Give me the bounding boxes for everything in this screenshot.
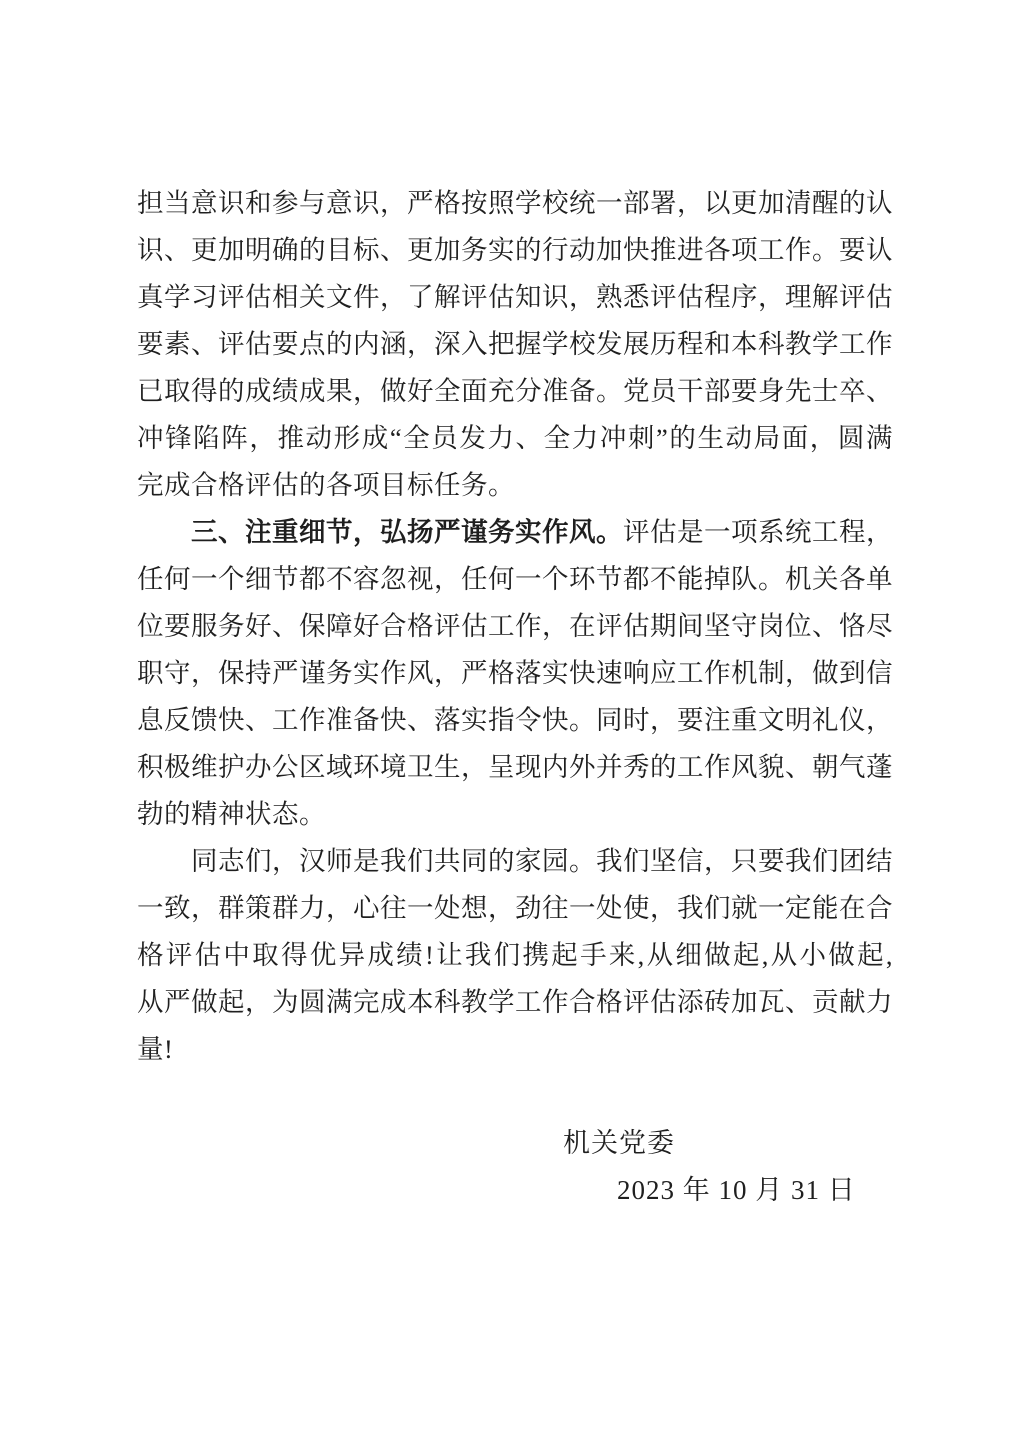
- text-segment: 识、更加明确的目标、更加务实的行动加快推进各项工作。要认: [137, 235, 893, 265]
- text-line: [137, 979, 893, 1026]
- text-segment: 完成合格评估的各项目标任务。: [137, 470, 515, 500]
- blank-line: [137, 1073, 893, 1120]
- text-line: [137, 697, 893, 744]
- text-line: [137, 368, 893, 415]
- text-segment: 积极维护办公区域环境卫生，呈现内外并秀的工作风貌、朝气蓬: [137, 752, 893, 782]
- signature-date: 2023 年 10 月 31 日: [617, 1175, 856, 1205]
- text-line: [137, 462, 893, 509]
- paragraph: [137, 509, 893, 838]
- text-line: [137, 603, 893, 650]
- text-segment: 要素、评估要点的内涵，深入把握学校发展历程和本科教学工作: [137, 329, 893, 359]
- text-segment: 已取得的成绩成果，做好全面充分准备。党员干部要身先士卒、: [137, 376, 893, 406]
- text-segment: 任何一个细节都不容忽视，任何一个环节都不能掉队。机关各单: [137, 564, 893, 594]
- text-segment: 一致，群策群力，心往一处想，劲往一处使，我们就一定能在合: [137, 893, 893, 923]
- text-line: [137, 838, 893, 885]
- text-line: [137, 415, 893, 462]
- text-line: [137, 274, 893, 321]
- text-line: [137, 321, 893, 368]
- text-segment: 真学习评估相关文件，了解评估知识，熟悉评估程序，理解评估: [137, 282, 893, 312]
- text-line: [137, 885, 893, 932]
- text-line: [137, 556, 893, 603]
- section-heading-segment: 三、注重细节，弘扬严谨务实作风。: [191, 517, 623, 547]
- text-line: [137, 791, 893, 838]
- text-segment: 从严做起，为圆满完成本科教学工作合格评估添砖加瓦、贡献力: [137, 987, 893, 1017]
- text-line: [137, 1026, 893, 1073]
- text-segment: 担当意识和参与意识，严格按照学校统一部署，以更加清醒的认: [137, 188, 893, 218]
- text-line: [137, 744, 893, 791]
- text-line: [137, 180, 893, 227]
- paragraph: [137, 180, 893, 509]
- text-segment: 位要服务好、保障好合格评估工作，在评估期间坚守岗位、恪尽: [137, 611, 893, 641]
- document-body: [137, 180, 893, 1214]
- signature-org: 机关党委: [563, 1128, 675, 1158]
- text-segment: 勃的精神状态。: [137, 799, 326, 829]
- text-segment: 量!: [137, 1034, 174, 1064]
- text-segment: 同志们，汉师是我们共同的家园。我们坚信，只要我们团结: [191, 846, 893, 876]
- text-line: [137, 227, 893, 274]
- text-segment: 职守，保持严谨务实作风，严格落实快速响应工作机制，做到信: [137, 658, 893, 688]
- text-line: [137, 932, 893, 979]
- text-segment: 冲锋陷阵，推动形成“全员发力、全力冲刺”的生动局面，圆满: [137, 423, 893, 453]
- text-segment: 格评估中取得优异成绩!让我们携起手来,从细做起,从小做起,: [137, 940, 893, 970]
- text-line: [137, 650, 893, 697]
- paragraphs-container: [137, 180, 893, 1073]
- paragraph: [137, 838, 893, 1073]
- text-line: [137, 509, 893, 556]
- text-segment: 评估是一项系统工程，: [623, 517, 893, 547]
- text-segment: 息反馈快、工作准备快、落实指令快。同时，要注重文明礼仪，: [137, 705, 893, 735]
